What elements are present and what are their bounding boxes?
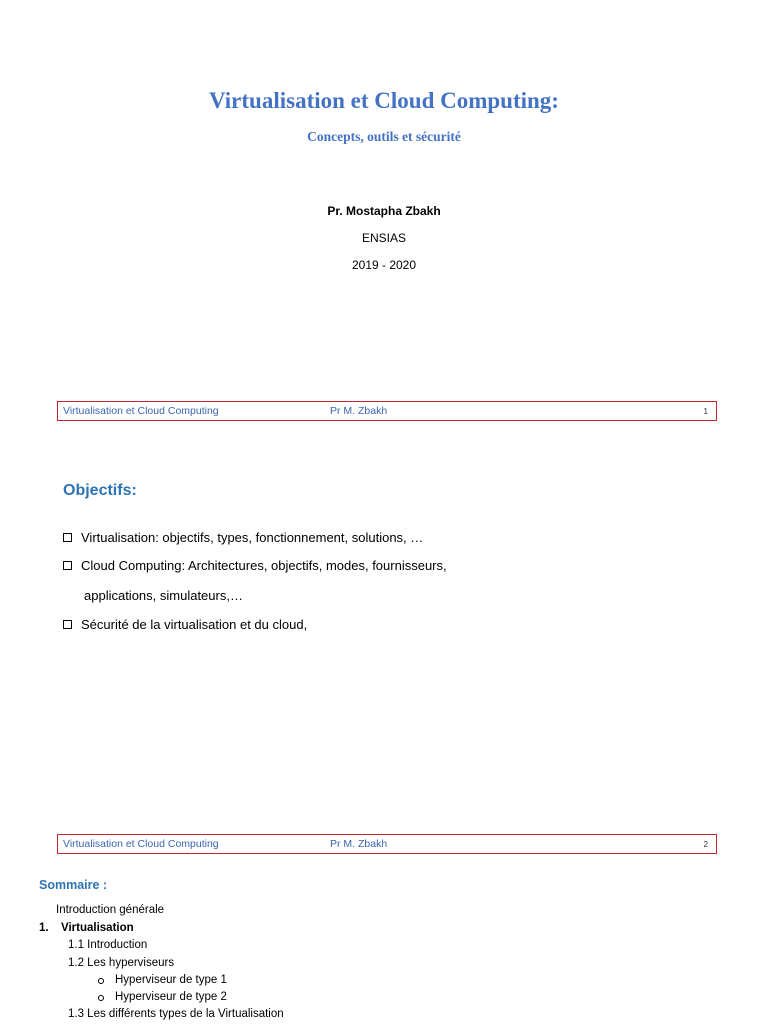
checkbox-bullet-icon xyxy=(63,561,72,570)
toc-section-number: 1. xyxy=(39,922,49,934)
circle-bullet-icon xyxy=(98,995,104,1001)
summary-heading: Sommaire : xyxy=(39,878,108,892)
toc-subitem: Hyperviseur de type 1 xyxy=(115,974,227,986)
objective-text: Cloud Computing: Architectures, objectifs, modes, fournisseurs, xyxy=(81,558,447,573)
footer-page-number: 1 xyxy=(703,407,708,416)
school-name: ENSIAS xyxy=(361,231,406,245)
objective-text: Sécurité de la virtualisation et du cloud, xyxy=(81,617,308,632)
toc-subitem: Hyperviseur de type 2 xyxy=(115,991,227,1003)
toc-item-1-1: 1.1 Introduction xyxy=(68,939,148,951)
objective-text-continuation: applications, simulateurs,… xyxy=(84,588,243,603)
author-name: Pr. Mostapha Zbakh xyxy=(327,204,441,218)
document-title: Virtualisation et Cloud Computing: xyxy=(209,88,559,113)
footer-author: Pr M. Zbakh xyxy=(330,838,388,850)
objective-item xyxy=(63,530,423,545)
toc-item-1-2: 1.2 Les hyperviseurs xyxy=(68,957,175,969)
footer-author: Pr M. Zbakh xyxy=(330,405,388,417)
toc-item-intro: Introduction générale xyxy=(56,904,165,916)
objective-text: Virtualisation: objectifs, types, fonctionnement, solutions, … xyxy=(81,530,424,545)
document-subtitle: Concepts, outils et sécurité xyxy=(307,129,461,144)
checkbox-bullet-icon xyxy=(63,620,72,629)
toc-section-virtualisation: Virtualisation xyxy=(61,922,134,934)
academic-year: 2019 - 2020 xyxy=(351,258,417,272)
toc-item-1-3: 1.3 Les différents types de la Virtualisation xyxy=(68,1008,284,1020)
checkbox-bullet-icon xyxy=(63,533,72,542)
circle-bullet-icon xyxy=(98,978,104,984)
objective-item xyxy=(63,617,307,632)
page-footer-2 xyxy=(57,834,717,854)
page-footer-1 xyxy=(57,401,717,421)
objectives-heading: Objectifs: xyxy=(63,482,137,499)
footer-course-title: Virtualisation et Cloud Computing xyxy=(63,405,219,417)
objective-item xyxy=(63,558,447,573)
footer-course-title: Virtualisation et Cloud Computing xyxy=(63,838,219,850)
footer-page-number: 2 xyxy=(703,840,708,849)
